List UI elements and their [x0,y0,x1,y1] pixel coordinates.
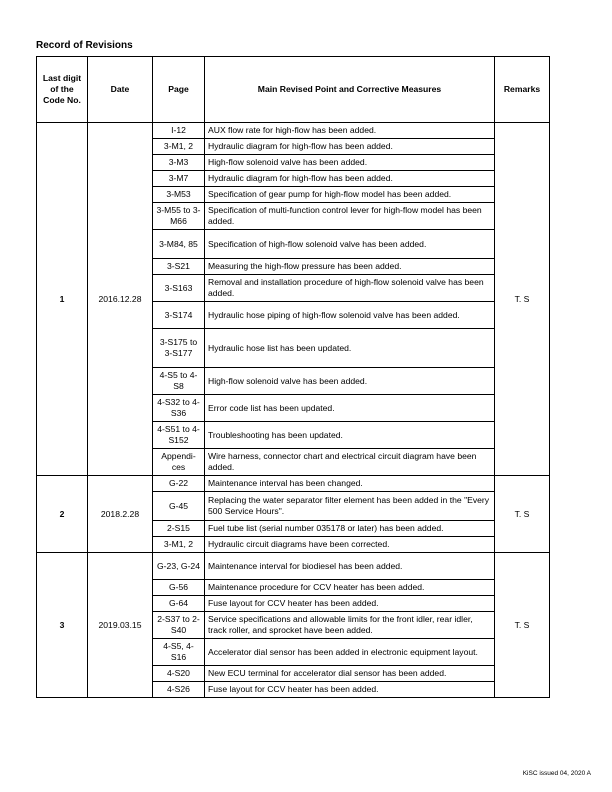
page-ref: 3-S174 [153,302,205,329]
page-ref: G-64 [153,596,205,612]
header-date: Date [88,57,153,123]
revision-description: Replacing the water separator filter element has been added in the "Every 500 Service Hours". [205,492,495,521]
revision-description: Measuring the high-flow pressure has been added. [205,259,495,275]
revision-description: Service specifications and allowable limits for the front idler, rear idler, track roller, and sprocket have been added. [205,612,495,639]
revision-description: Maintenance procedure for CCV heater has been added. [205,580,495,596]
header-row [37,57,550,123]
revisions-body [37,123,550,698]
revision-description: New ECU terminal for accelerator dial sensor has been added. [205,666,495,682]
revision-description: High-flow solenoid valve has been added. [205,155,495,171]
revision-date: 2016.12.28 [88,123,153,476]
revision-code: 2 [37,476,88,553]
page-ref: 2-S15 [153,521,205,537]
header-code: Last digit of the Code No. [37,57,88,123]
revision-description: Specification of multi-function control lever for high-flow model has been added. [205,203,495,230]
revision-description: Hydraulic diagram for high-flow has been added. [205,171,495,187]
page-ref: G-22 [153,476,205,492]
page-ref: 3-M7 [153,171,205,187]
table-row [37,476,550,492]
revision-description: Fuse layout for CCV heater has been added. [205,596,495,612]
revision-code: 1 [37,123,88,476]
page-ref: 2-S37 to 2-S40 [153,612,205,639]
header-remarks: Remarks [495,57,550,123]
revision-date: 2019.03.15 [88,553,153,698]
revision-description: Hydraulic diagram for high-flow has been added. [205,139,495,155]
revision-date: 2018.2.28 [88,476,153,553]
revision-code: 3 [37,553,88,698]
page-ref: 4-S51 to 4-S152 [153,422,205,449]
page-ref: 3-M1, 2 [153,139,205,155]
revision-description: Specification of high-flow solenoid valve has been added. [205,230,495,259]
header-page: Page [153,57,205,123]
page-ref: Appendi-ces [153,449,205,476]
page-ref: 3-M1, 2 [153,537,205,553]
revision-remarks: T. S [495,123,550,476]
page-ref: 4-S20 [153,666,205,682]
revision-description: Accelerator dial sensor has been added in electronic equipment layout. [205,639,495,666]
table-row [37,123,550,139]
page-ref: G-45 [153,492,205,521]
revisions-table [36,56,550,698]
header-measures: Main Revised Point and Corrective Measures [205,57,495,123]
page-ref: 3-M84, 85 [153,230,205,259]
revision-description: Error code list has been updated. [205,395,495,422]
page-ref: 3-M3 [153,155,205,171]
revision-description: Hydraulic hose list has been updated. [205,329,495,368]
revision-description: Fuse layout for CCV heater has been added. [205,682,495,698]
page-title: Record of Revisions [36,40,133,51]
revision-description: Removal and installation procedure of high-flow solenoid valve has been added. [205,275,495,302]
page-ref: G-23, G-24 [153,553,205,580]
footer-issue: KiSC issued 04, 2020 A [522,770,591,777]
revision-description: Specification of gear pump for high-flow model has been added. [205,187,495,203]
revision-description: High-flow solenoid valve has been added. [205,368,495,395]
page-ref: 3-S163 [153,275,205,302]
page-ref: 4-S5 to 4-S8 [153,368,205,395]
page-ref: 3-M53 [153,187,205,203]
page-ref: 4-S5, 4-S16 [153,639,205,666]
page-ref: 4-S32 to 4-S36 [153,395,205,422]
revision-description: Hydraulic circuit diagrams have been corrected. [205,537,495,553]
page-ref: 3-M55 to 3-M66 [153,203,205,230]
revision-description: Troubleshooting has been updated. [205,422,495,449]
revision-description: AUX flow rate for high-flow has been added. [205,123,495,139]
page-ref: 3-S175 to 3-S177 [153,329,205,368]
revision-remarks: T. S [495,476,550,553]
revision-remarks: T. S [495,553,550,698]
page-ref: I-12 [153,123,205,139]
revision-description: Wire harness, connector chart and electrical circuit diagram have been added. [205,449,495,476]
revision-description: Hydraulic hose piping of high-flow solenoid valve has been added. [205,302,495,329]
revision-description: Maintenance interval has been changed. [205,476,495,492]
revision-description: Maintenance interval for biodiesel has been added. [205,553,495,580]
page-ref: 3-S21 [153,259,205,275]
revision-description: Fuel tube list (serial number 035178 or later) has been added. [205,521,495,537]
page-ref: G-56 [153,580,205,596]
page-ref: 4-S26 [153,682,205,698]
table-row [37,553,550,580]
